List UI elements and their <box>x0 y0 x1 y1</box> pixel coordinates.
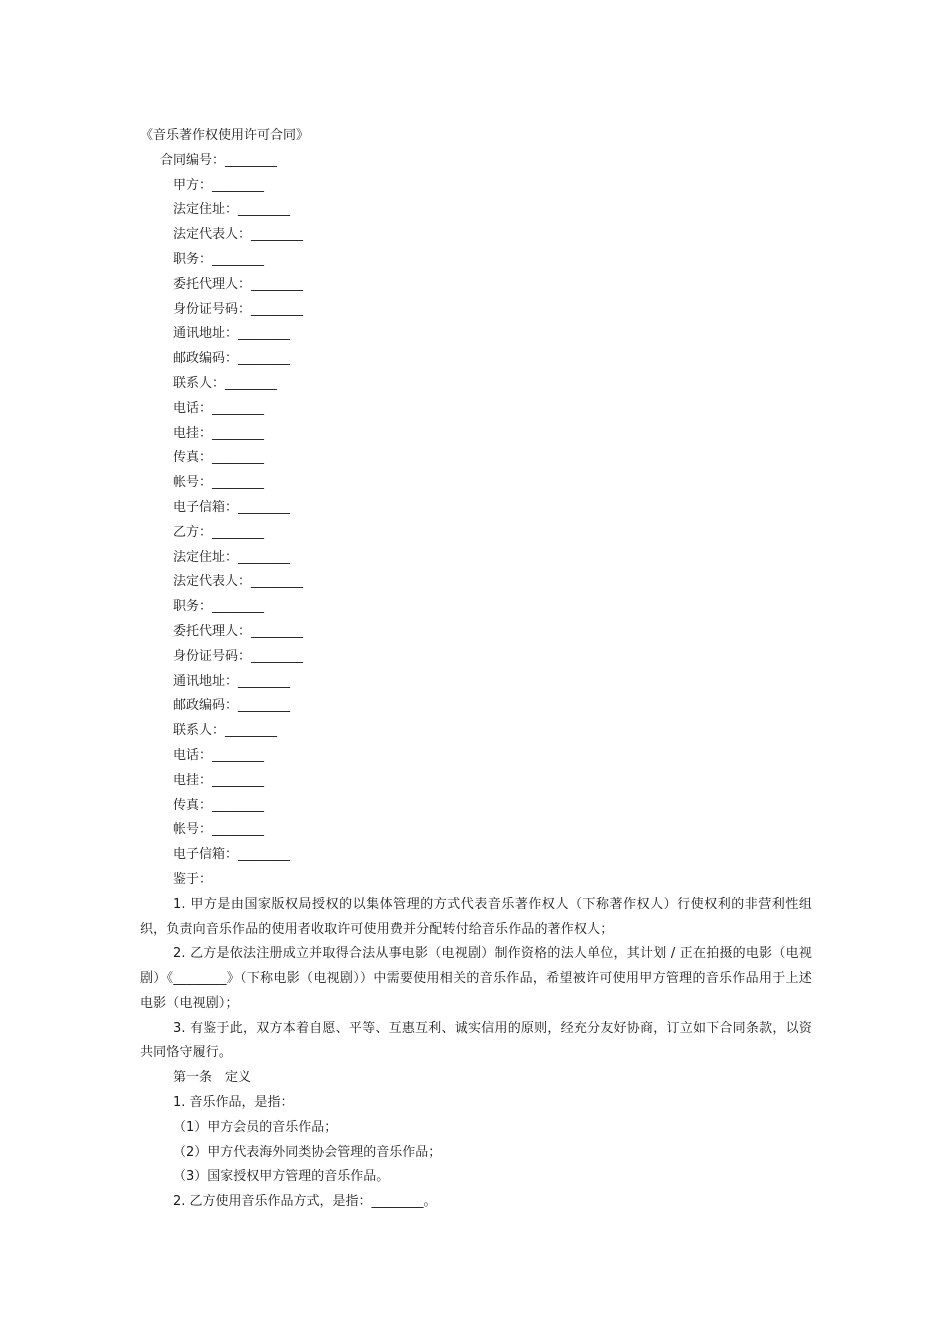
party-b-telegraph-field: 电挂：________ <box>173 772 265 788</box>
whereas-clause-3: 3. 有鉴于此，双方本着自愿、平等、互惠互利、诚实信用的原则，经充分友好协商，订立如下合同条款，以资共同恪守履行。 <box>140 1020 812 1061</box>
party-b-id-number-field: 身份证号码：________ <box>173 648 304 664</box>
contract-document <box>140 124 812 1215</box>
party-a-id-number-field: 身份证号码：________ <box>173 301 304 317</box>
party-a-account-field: 帐号：________ <box>173 475 265 491</box>
article-1-item-1: 1. 音乐作品，是指： <box>173 1095 294 1111</box>
article-1-item-2: 2. 乙方使用音乐作品方式，是指：________。 <box>173 1194 437 1210</box>
party-b-email-field: 电子信箱：________ <box>173 847 291 863</box>
party-a-email-field: 电子信箱：________ <box>173 499 291 515</box>
whereas-clause-2: 2. 乙方是依法注册成立并取得合法从事电影（电视剧）制作资格的法人单位，其计划 / 正在拍摄的电影（电视剧）《________》（下称电影（电视剧））中需要使用相关的音乐作品，希望被许可使用甲方管理的音乐作品用于上述电影（电视剧）； <box>140 946 812 1011</box>
party-b-phone-field: 电话：________ <box>173 747 265 763</box>
party-b-position-field: 职务：________ <box>173 599 265 615</box>
party-a-position-field: 职务：________ <box>173 251 265 267</box>
party-b-info <box>140 521 812 868</box>
party-a-name-field: 甲方：________ <box>173 177 265 193</box>
party-a-contact-field: 联系人：________ <box>173 375 278 391</box>
party-a-phone-field: 电话：________ <box>173 400 265 416</box>
whereas-heading: 鉴于： <box>173 871 213 887</box>
party-a-agent-field: 委托代理人：________ <box>173 276 304 292</box>
article-1-subitem-1: （1）甲方会员的音乐作品； <box>173 1119 338 1135</box>
party-b-contact-field: 联系人：________ <box>173 723 278 739</box>
contract-number-field: 合同编号：________ <box>160 152 278 168</box>
party-b-name-field: 乙方：________ <box>173 524 265 540</box>
party-a-fax-field: 传真：________ <box>173 450 265 466</box>
party-a-info <box>140 174 812 521</box>
contract-title: 《音乐著作权使用许可合同》 <box>140 128 310 143</box>
article-1-subitem-2: （2）甲方代表海外同类协会管理的音乐作品； <box>173 1144 442 1160</box>
party-a-legal-rep-field: 法定代表人：________ <box>173 227 304 243</box>
party-a-mailing-address-field: 通讯地址：________ <box>173 326 291 342</box>
article-1-subitem-3: （3）国家授权甲方管理的音乐作品。 <box>173 1169 390 1185</box>
party-a-postcode-field: 邮政编码：________ <box>173 351 291 367</box>
party-b-mailing-address-field: 通讯地址：________ <box>173 673 291 689</box>
party-a-address-field: 法定住址：________ <box>173 202 291 218</box>
article-1-heading: 第一条 定义 <box>173 1070 252 1086</box>
party-b-legal-rep-field: 法定代表人：________ <box>173 574 304 590</box>
party-b-address-field: 法定住址：________ <box>173 549 291 565</box>
whereas-clause-1: 1. 甲方是由国家版权局授权的以集体管理的方式代表音乐著作权人（下称著作权人）行使权利的非营利性组织，负责向音乐作品的使用者收取许可使用费并分配转付给音乐作品的著作权人； <box>140 896 812 937</box>
party-b-postcode-field: 邮政编码：________ <box>173 698 291 714</box>
party-b-fax-field: 传真：________ <box>173 797 265 813</box>
party-b-agent-field: 委托代理人：________ <box>173 623 304 639</box>
party-b-account-field: 帐号：________ <box>173 822 265 838</box>
party-a-telegraph-field: 电挂：________ <box>173 425 265 441</box>
